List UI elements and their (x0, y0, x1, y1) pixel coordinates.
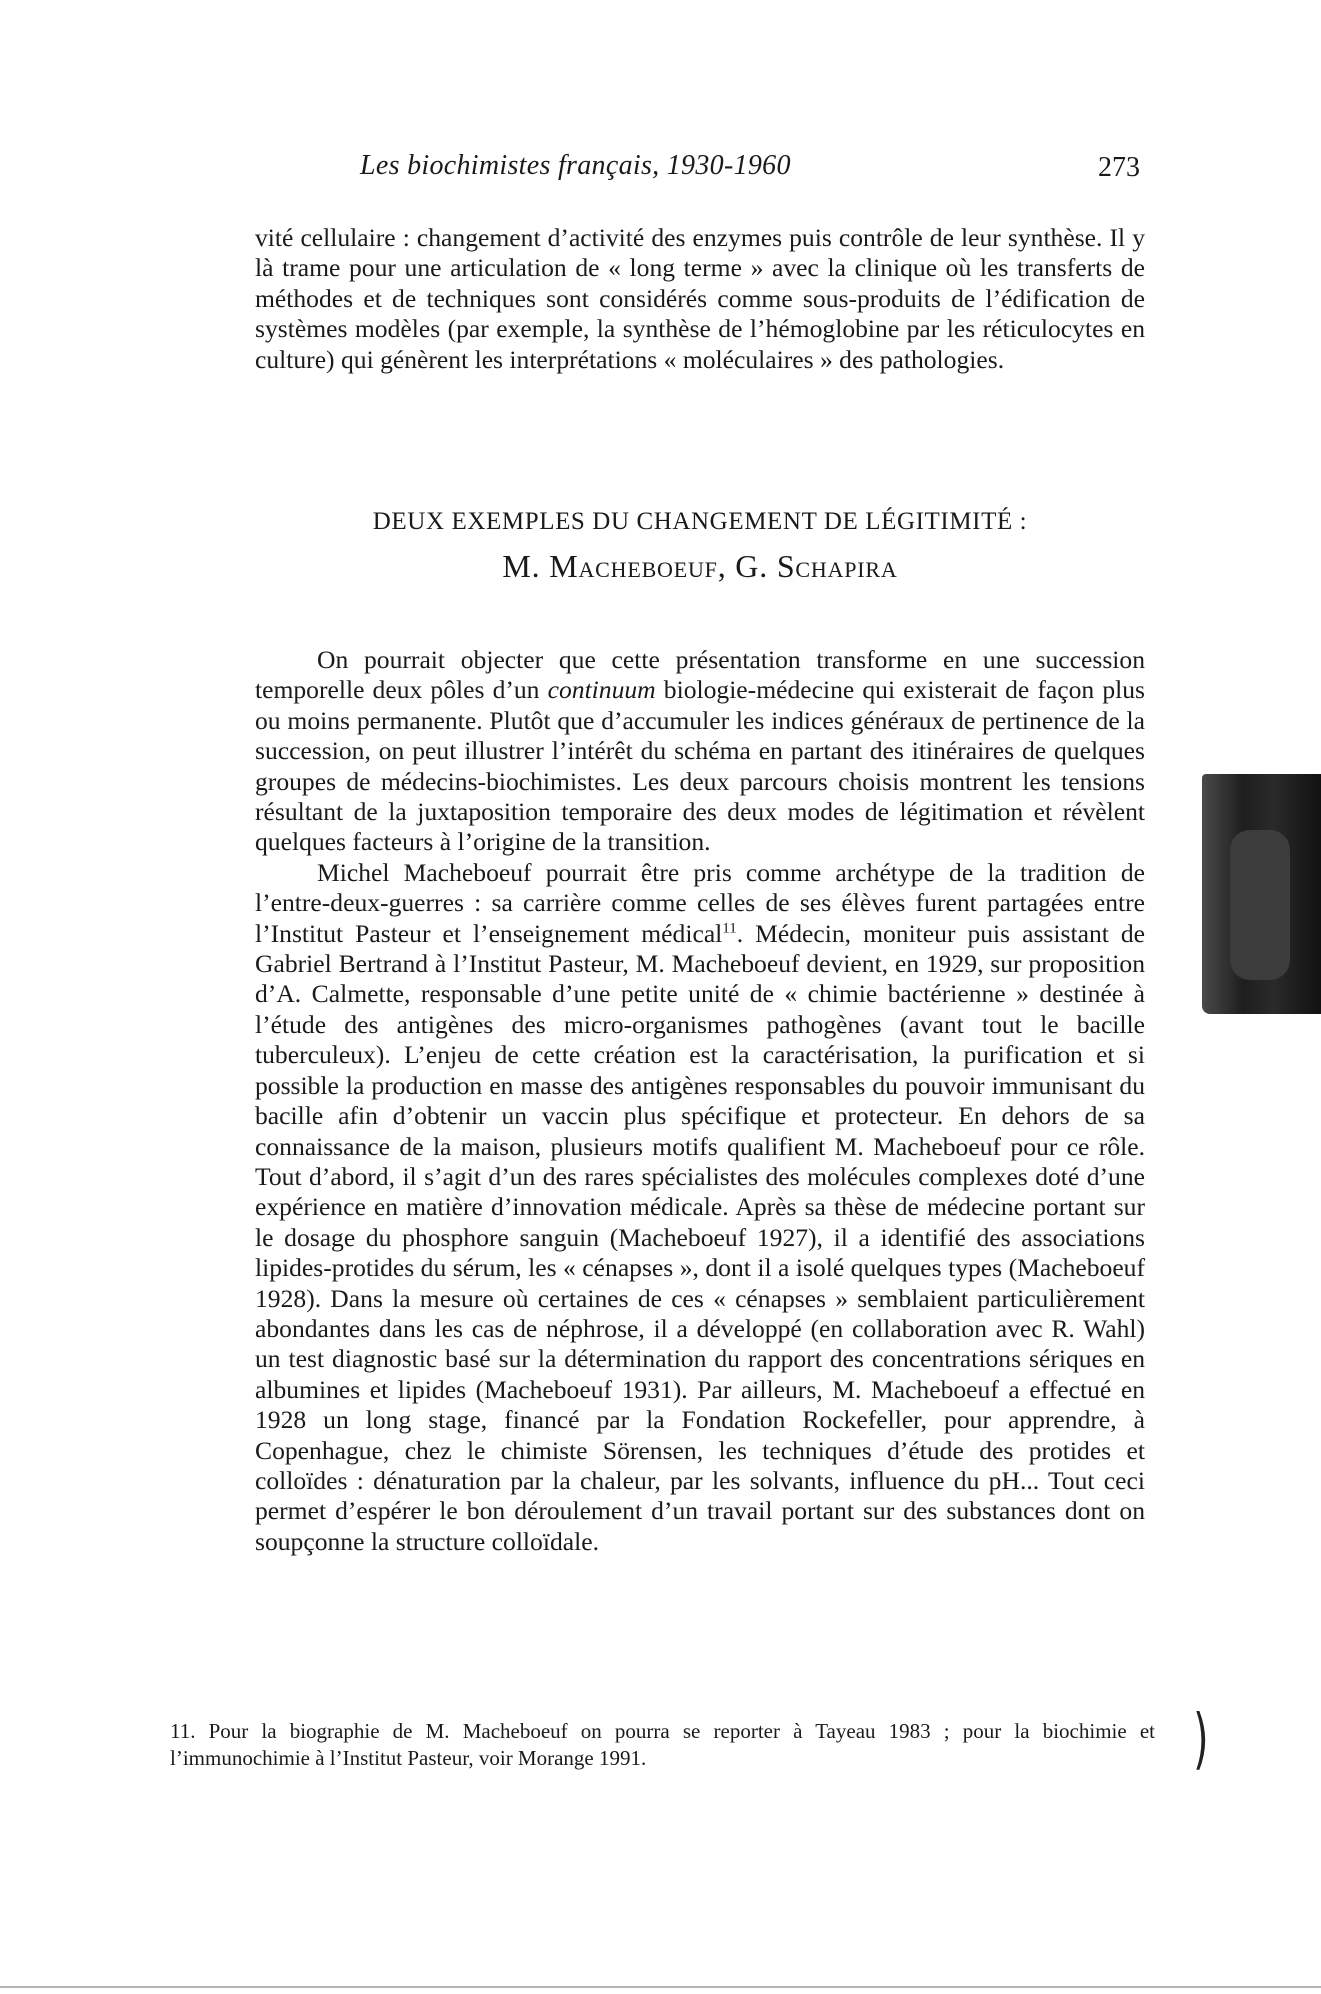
section-subheading: M. Macheboeuf, G. Schapira (502, 548, 898, 584)
paragraph-1 (255, 645, 1145, 858)
footnote-reference: 11 (722, 920, 737, 937)
running-title: Les biochimistes français, 1930-1960 (360, 150, 791, 181)
scan-edge-artifact-inner (1230, 830, 1290, 980)
paragraph-2-text-a: Michel Macheboeuf pourrait être pris comme archétype de la tradition de l’entre-deux-guerres : sa carrière comme celles de ses élèves furent partagées entre l’Institut Pasteur et l’enseignement médical (255, 857, 1145, 948)
paragraph-2 (255, 858, 1145, 1557)
page-number: 273 (1098, 152, 1140, 183)
footnote-block (170, 1718, 1155, 1772)
running-header (360, 150, 1140, 190)
bottom-scan-line (0, 1986, 1321, 1988)
main-text-block (255, 645, 1145, 1557)
section-heading: DEUX EXEMPLES DU CHANGEMENT DE LÉGITIMITÉ : (372, 508, 1028, 535)
paragraph-1-italic: continuum (547, 675, 656, 705)
intro-paragraph: vité cellulaire : changement d’activité des enzymes puis contrôle de leur synthèse. Il y là trame pour une articulation de « long terme » avec la clinique où les transferts de méthodes et de techniques sont considérés comme sous-produits de l’édification de systèmes modèles (par exemple, la synthèse de l’hémoglobine par les réticulocytes en culture) qui génèrent les interprétations « moléculaires » des pathologies. (255, 223, 1145, 374)
paragraph-2-text-b: . Médecin, moniteur puis assistant de Gabriel Bertrand à l’Institut Pasteur, M. Macheboeuf devient, en 1929, sur proposition d’A. Calmette, responsable d’une petite unité de « chimie bactérienne » destinée à l’étude des antigènes des micro-organismes pathogènes (avant tout le bacille tuberculeux). L’enjeu de cette création est la caractérisation, la purification et si possible la production en masse des antigènes responsables du pouvoir immunisant du bacille afin d’obtenir un vaccin plus spécifique et protecteur. En dehors de sa connaissance de la maison, plusieurs motifs qualifient M. Macheboeuf pour ce rôle. Tout d’abord, il s’agit d’un des rares spécialistes des molécules complexes doté d’une expérience en matière d’innovation médicale. Après sa thèse de médecine portant sur le dosage du phosphore sanguin (Macheboeuf 1927), il a identifié des associations lipides-protides du sérum, les « cénapses », dont il a isolé quelques types (Macheboeuf 1928). Dans la mesure où certaines de ces « cénapses » semblaient particulièrement abondantes dans les cas de néphrose, il a développé (en collaboration avec R. Wahl) un test diagnostic basé sur la détermination du rapport des concentrations sériques en albumines et lipides (Macheboeuf 1931). Par ailleurs, M. Macheboeuf a effectué en 1928 un long stage, financé par la Fondation Rockefeller, pour apprendre, à Copenhague, chez le chimiste Sörensen, les techniques d’étude des protides et colloïdes : dénaturation par la chaleur, par les solvants, influence du pH... Tout ceci permet d’espérer le bon déroulement d’un travail portant sur des substances dont on soupçonne la structure colloïdale. (255, 918, 1145, 1556)
margin-bracket-mark: ) (1193, 1700, 1209, 1777)
intro-paragraph-block (255, 223, 1145, 375)
footnote-text: 11. Pour la biographie de M. Macheboeuf on pourra se reporter à Tayeau 1983 ; pour la biochimie et l’immunochimie à l’Institut Pasteur, voir Morange 1991. (170, 1719, 1155, 1770)
paragraph-1-text-b: biologie-médecine qui existerait de façon plus ou moins permanente. Plutôt que d’accumuler les indices généraux de pertinence de la succession, on peut illustrer l’intérêt du schéma en partant des itinéraires de quelques groupes de médecins-biochimistes. Les deux parcours choisis montrent les tensions résultant de la juxtaposition temporaire des deux modes de légitimation et révèlent quelques facteurs à l’origine de la transition. (255, 675, 1146, 857)
paragraph-1-text-a: On pourrait objecter que cette présentation transforme en une succession temporelle deux pôles d’un (255, 645, 1145, 705)
